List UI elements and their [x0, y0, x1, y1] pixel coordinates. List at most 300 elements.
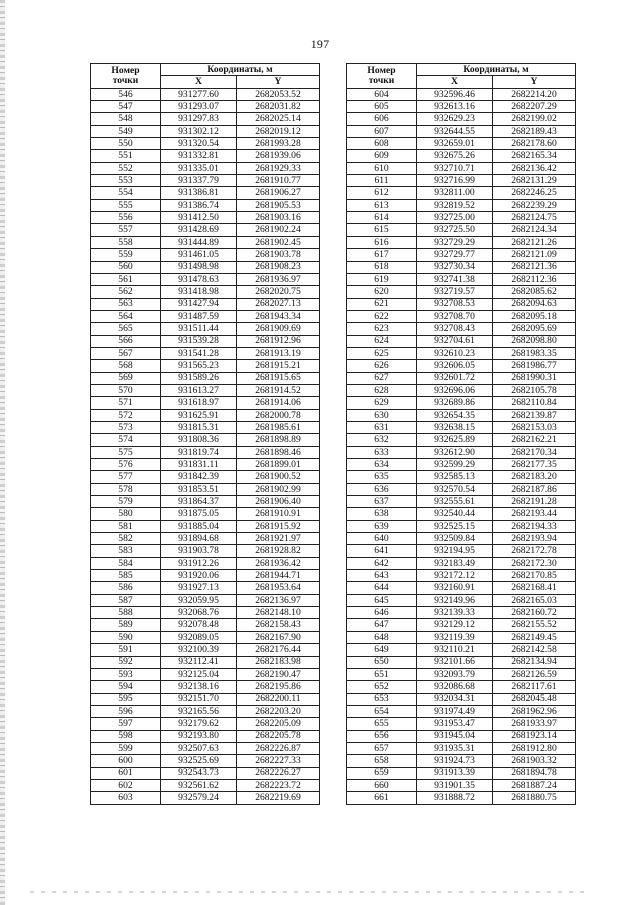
point-number-cell: 571 [91, 397, 161, 409]
point-number-cell: 653 [347, 693, 417, 705]
y-coordinate-cell: 2682226.27 [237, 767, 320, 779]
x-coordinate-cell: 931894.68 [161, 533, 237, 545]
y-coordinate-cell: 2682203.20 [237, 705, 320, 717]
point-number-cell: 619 [347, 273, 417, 285]
table-row [91, 286, 320, 298]
y-coordinate-cell: 2681936.42 [237, 557, 320, 569]
y-coordinate-cell: 2682160.72 [493, 607, 576, 619]
table-row [91, 681, 320, 693]
header-x: X [161, 76, 237, 88]
y-coordinate-cell: 2682112.36 [493, 273, 576, 285]
point-number-cell: 603 [91, 792, 161, 804]
point-number-cell: 611 [347, 175, 417, 187]
point-number-cell: 593 [91, 668, 161, 680]
table-row [347, 372, 576, 384]
x-coordinate-cell: 932708.70 [417, 310, 493, 322]
x-coordinate-cell: 932193.80 [161, 730, 237, 742]
y-coordinate-cell: 2682053.52 [237, 88, 320, 100]
x-coordinate-cell: 932172.12 [417, 570, 493, 582]
x-coordinate-cell: 931320.54 [161, 138, 237, 150]
y-coordinate-cell: 2682124.75 [493, 212, 576, 224]
table-row [347, 767, 576, 779]
y-coordinate-cell: 2681914.06 [237, 397, 320, 409]
table-row [347, 335, 576, 347]
x-coordinate-cell: 931953.47 [417, 718, 493, 730]
table-row [347, 779, 576, 791]
y-coordinate-cell: 2682239.29 [493, 199, 576, 211]
table-row [347, 668, 576, 680]
table-row [347, 150, 576, 162]
y-coordinate-cell: 2682165.34 [493, 150, 576, 162]
point-number-cell: 589 [91, 619, 161, 631]
point-number-cell: 651 [347, 668, 417, 680]
table-row [91, 520, 320, 532]
x-coordinate-cell: 932112.41 [161, 656, 237, 668]
x-coordinate-cell: 931427.94 [161, 298, 237, 310]
table-row [91, 557, 320, 569]
y-coordinate-cell: 2681915.21 [237, 360, 320, 372]
x-coordinate-cell: 932625.89 [417, 434, 493, 446]
x-coordinate-cell: 932119.39 [417, 631, 493, 643]
table-body-right [347, 88, 576, 804]
coordinates-table-left [90, 63, 320, 805]
point-number-cell: 639 [347, 520, 417, 532]
y-coordinate-cell: 2681923.14 [493, 730, 576, 742]
header-coordinates: Координаты, м [161, 64, 320, 76]
y-coordinate-cell: 2682165.03 [493, 594, 576, 606]
x-coordinate-cell: 932525.69 [161, 755, 237, 767]
table-row [91, 471, 320, 483]
table-row [91, 545, 320, 557]
x-coordinate-cell: 931297.83 [161, 113, 237, 125]
table-row [91, 644, 320, 656]
point-number-cell: 581 [91, 520, 161, 532]
x-coordinate-cell: 931819.74 [161, 446, 237, 458]
x-coordinate-cell: 932612.90 [417, 446, 493, 458]
header-point-line1: Номер [111, 64, 140, 76]
x-coordinate-cell: 931386.81 [161, 187, 237, 199]
point-number-cell: 549 [91, 125, 161, 137]
header-y: Y [237, 76, 320, 88]
x-coordinate-cell: 932138.16 [161, 681, 237, 693]
x-coordinate-cell: 932149.96 [417, 594, 493, 606]
y-coordinate-cell: 2682189.43 [493, 125, 576, 137]
y-coordinate-cell: 2681939.06 [237, 150, 320, 162]
header-point-line1: Номер [367, 64, 396, 76]
table-row [347, 310, 576, 322]
y-coordinate-cell: 2682226.87 [237, 742, 320, 754]
y-coordinate-cell: 2681902.45 [237, 236, 320, 248]
x-coordinate-cell: 932194.95 [417, 545, 493, 557]
point-number-cell: 554 [91, 187, 161, 199]
table-row [347, 755, 576, 767]
point-number-cell: 552 [91, 162, 161, 174]
point-number-cell: 596 [91, 705, 161, 717]
point-number-cell: 654 [347, 705, 417, 717]
y-coordinate-cell: 2682170.34 [493, 446, 576, 458]
table-row [347, 681, 576, 693]
point-number-cell: 553 [91, 175, 161, 187]
x-coordinate-cell: 931511.44 [161, 323, 237, 335]
point-number-cell: 572 [91, 409, 161, 421]
point-number-cell: 582 [91, 533, 161, 545]
x-coordinate-cell: 931418.98 [161, 286, 237, 298]
table-row [347, 101, 576, 113]
x-coordinate-cell: 932675.26 [417, 150, 493, 162]
table-row [91, 496, 320, 508]
point-number-cell: 555 [91, 199, 161, 211]
y-coordinate-cell: 2682183.98 [237, 656, 320, 668]
x-coordinate-cell: 931335.01 [161, 162, 237, 174]
x-coordinate-cell: 931428.69 [161, 224, 237, 236]
point-number-cell: 608 [347, 138, 417, 150]
x-coordinate-cell: 932719.57 [417, 286, 493, 298]
x-coordinate-cell: 931565.23 [161, 360, 237, 372]
y-coordinate-cell: 2682085.62 [493, 286, 576, 298]
point-number-cell: 556 [91, 212, 161, 224]
y-coordinate-cell: 2681903.32 [493, 755, 576, 767]
point-number-cell: 546 [91, 88, 161, 100]
x-coordinate-cell: 932729.77 [417, 249, 493, 261]
table-row [347, 496, 576, 508]
table-row [347, 508, 576, 520]
table-row [347, 384, 576, 396]
point-number-cell: 578 [91, 483, 161, 495]
header-point-line2: точки [112, 74, 139, 86]
table-row [347, 236, 576, 248]
table-row [347, 631, 576, 643]
x-coordinate-cell: 932811.00 [417, 187, 493, 199]
y-coordinate-cell: 2682191.28 [493, 496, 576, 508]
x-coordinate-cell: 931337.79 [161, 175, 237, 187]
x-coordinate-cell: 931302.12 [161, 125, 237, 137]
x-coordinate-cell: 932093.79 [417, 668, 493, 680]
y-coordinate-cell: 2682162.21 [493, 434, 576, 446]
point-number-cell: 643 [347, 570, 417, 582]
point-number-cell: 646 [347, 607, 417, 619]
y-coordinate-cell: 2681905.53 [237, 199, 320, 211]
y-coordinate-cell: 2682105.78 [493, 384, 576, 396]
y-coordinate-cell: 2682199.02 [493, 113, 576, 125]
y-coordinate-cell: 2681921.97 [237, 533, 320, 545]
y-coordinate-cell: 2682027.13 [237, 298, 320, 310]
point-number-cell: 588 [91, 607, 161, 619]
y-coordinate-cell: 2682168.41 [493, 582, 576, 594]
table-row [347, 298, 576, 310]
y-coordinate-cell: 2681894.78 [493, 767, 576, 779]
point-number-cell: 617 [347, 249, 417, 261]
page-number: 197 [310, 37, 330, 51]
x-coordinate-cell: 932644.55 [417, 125, 493, 137]
table-row [91, 162, 320, 174]
x-coordinate-cell: 931461.05 [161, 249, 237, 261]
x-coordinate-cell: 931444.89 [161, 236, 237, 248]
y-coordinate-cell: 2681908.23 [237, 261, 320, 273]
x-coordinate-cell: 931842.39 [161, 471, 237, 483]
y-coordinate-cell: 2682193.94 [493, 533, 576, 545]
y-coordinate-cell: 2682227.33 [237, 755, 320, 767]
table-row [347, 730, 576, 742]
y-coordinate-cell: 2682142.58 [493, 644, 576, 656]
y-coordinate-cell: 2682172.78 [493, 545, 576, 557]
point-number-cell: 661 [347, 792, 417, 804]
point-number-cell: 612 [347, 187, 417, 199]
table-row [347, 273, 576, 285]
x-coordinate-cell: 932708.53 [417, 298, 493, 310]
y-coordinate-cell: 2681944.71 [237, 570, 320, 582]
point-number-cell: 601 [91, 767, 161, 779]
x-coordinate-cell: 931625.91 [161, 409, 237, 421]
point-number-cell: 566 [91, 335, 161, 347]
y-coordinate-cell: 2681936.97 [237, 273, 320, 285]
table-row [91, 434, 320, 446]
point-number-cell: 590 [91, 631, 161, 643]
y-coordinate-cell: 2682098.80 [493, 335, 576, 347]
table-row [347, 718, 576, 730]
y-coordinate-cell: 2682094.63 [493, 298, 576, 310]
point-number-cell: 585 [91, 570, 161, 582]
point-number-cell: 652 [347, 681, 417, 693]
table-row [91, 656, 320, 668]
y-coordinate-cell: 2682131.29 [493, 175, 576, 187]
header-point-number [347, 64, 417, 89]
point-number-cell: 583 [91, 545, 161, 557]
x-coordinate-cell: 932151.70 [161, 693, 237, 705]
point-number-cell: 567 [91, 347, 161, 359]
table-row [347, 693, 576, 705]
point-number-cell: 576 [91, 459, 161, 471]
header-point-line2: точки [368, 74, 395, 86]
point-number-cell: 610 [347, 162, 417, 174]
point-number-cell: 604 [347, 88, 417, 100]
x-coordinate-cell: 932741.38 [417, 273, 493, 285]
table-row [347, 557, 576, 569]
y-coordinate-cell: 2681902.99 [237, 483, 320, 495]
table-row [91, 459, 320, 471]
y-coordinate-cell: 2682155.52 [493, 619, 576, 631]
point-number-cell: 592 [91, 656, 161, 668]
table-row [347, 125, 576, 137]
table-row [347, 570, 576, 582]
table-row [347, 261, 576, 273]
x-coordinate-cell: 931412.50 [161, 212, 237, 224]
point-number-cell: 607 [347, 125, 417, 137]
point-number-cell: 558 [91, 236, 161, 248]
y-coordinate-cell: 2682178.60 [493, 138, 576, 150]
table-row [91, 249, 320, 261]
table-row [91, 88, 320, 100]
point-number-cell: 584 [91, 557, 161, 569]
x-coordinate-cell: 932100.39 [161, 644, 237, 656]
table-row [347, 582, 576, 594]
scan-edge-artifact [0, 0, 5, 905]
table-row [91, 138, 320, 150]
x-coordinate-cell: 932819.52 [417, 199, 493, 211]
table-row [91, 273, 320, 285]
point-number-cell: 638 [347, 508, 417, 520]
table-row [91, 705, 320, 717]
x-coordinate-cell: 932509.84 [417, 533, 493, 545]
table-row [91, 397, 320, 409]
y-coordinate-cell: 2682121.26 [493, 236, 576, 248]
x-coordinate-cell: 931815.31 [161, 421, 237, 433]
table-row [347, 113, 576, 125]
x-coordinate-cell: 932525.15 [417, 520, 493, 532]
point-number-cell: 580 [91, 508, 161, 520]
point-number-cell: 660 [347, 779, 417, 791]
point-number-cell: 632 [347, 434, 417, 446]
point-number-cell: 550 [91, 138, 161, 150]
point-number-cell: 602 [91, 779, 161, 791]
table-row [347, 533, 576, 545]
x-coordinate-cell: 931920.06 [161, 570, 237, 582]
x-coordinate-cell: 932613.16 [417, 101, 493, 113]
x-coordinate-cell: 931589.26 [161, 372, 237, 384]
x-coordinate-cell: 931498.98 [161, 261, 237, 273]
y-coordinate-cell: 2681983.35 [493, 347, 576, 359]
y-coordinate-cell: 2681953.64 [237, 582, 320, 594]
scan-bottom-artifact [30, 891, 590, 893]
x-coordinate-cell: 932570.54 [417, 483, 493, 495]
x-coordinate-cell: 932086.68 [417, 681, 493, 693]
table-row [347, 249, 576, 261]
point-number-cell: 597 [91, 718, 161, 730]
y-coordinate-cell: 2682193.44 [493, 508, 576, 520]
y-coordinate-cell: 2682176.44 [237, 644, 320, 656]
point-number-cell: 648 [347, 631, 417, 643]
point-number-cell: 613 [347, 199, 417, 211]
y-coordinate-cell: 2682172.30 [493, 557, 576, 569]
x-coordinate-cell: 931293.07 [161, 101, 237, 113]
y-coordinate-cell: 2682200.11 [237, 693, 320, 705]
y-coordinate-cell: 2682031.82 [237, 101, 320, 113]
table-row [91, 224, 320, 236]
x-coordinate-cell: 931831.11 [161, 459, 237, 471]
table-row [91, 187, 320, 199]
point-number-cell: 620 [347, 286, 417, 298]
table-row [91, 607, 320, 619]
y-coordinate-cell: 2682020.75 [237, 286, 320, 298]
x-coordinate-cell: 931974.49 [417, 705, 493, 717]
table-row [347, 187, 576, 199]
x-coordinate-cell: 932129.12 [417, 619, 493, 631]
x-coordinate-cell: 931478.63 [161, 273, 237, 285]
table-row [347, 409, 576, 421]
table-row [91, 421, 320, 433]
table-row [347, 347, 576, 359]
table-row [347, 323, 576, 335]
y-coordinate-cell: 2682153.03 [493, 421, 576, 433]
x-coordinate-cell: 932689.86 [417, 397, 493, 409]
table-row [91, 792, 320, 804]
table-row [91, 631, 320, 643]
y-coordinate-cell: 2682219.69 [237, 792, 320, 804]
x-coordinate-cell: 931487.59 [161, 310, 237, 322]
x-coordinate-cell: 932629.23 [417, 113, 493, 125]
table-row [347, 459, 576, 471]
table-row [91, 767, 320, 779]
x-coordinate-cell: 932704.61 [417, 335, 493, 347]
point-number-cell: 591 [91, 644, 161, 656]
x-coordinate-cell: 932179.62 [161, 718, 237, 730]
point-number-cell: 616 [347, 236, 417, 248]
point-number-cell: 626 [347, 360, 417, 372]
point-number-cell: 642 [347, 557, 417, 569]
x-coordinate-cell: 932059.95 [161, 594, 237, 606]
table-row [347, 594, 576, 606]
y-coordinate-cell: 2682126.59 [493, 668, 576, 680]
point-number-cell: 614 [347, 212, 417, 224]
x-coordinate-cell: 932561.62 [161, 779, 237, 791]
point-number-cell: 598 [91, 730, 161, 742]
point-number-cell: 605 [347, 101, 417, 113]
y-coordinate-cell: 2682177.35 [493, 459, 576, 471]
x-coordinate-cell: 932034.31 [417, 693, 493, 705]
x-coordinate-cell: 931332.81 [161, 150, 237, 162]
header-x: X [417, 76, 493, 88]
y-coordinate-cell: 2681898.89 [237, 434, 320, 446]
x-coordinate-cell: 932579.24 [161, 792, 237, 804]
table-row [91, 594, 320, 606]
table-row [347, 212, 576, 224]
x-coordinate-cell: 932696.06 [417, 384, 493, 396]
x-coordinate-cell: 932729.29 [417, 236, 493, 248]
point-number-cell: 586 [91, 582, 161, 594]
table-row [91, 261, 320, 273]
point-number-cell: 636 [347, 483, 417, 495]
coordinates-table-right [346, 63, 576, 805]
table-row [91, 360, 320, 372]
y-coordinate-cell: 2682170.85 [493, 570, 576, 582]
point-number-cell: 569 [91, 372, 161, 384]
header-coordinates: Координаты, м [417, 64, 576, 76]
table-row [91, 570, 320, 582]
y-coordinate-cell: 2682045.48 [493, 693, 576, 705]
x-coordinate-cell: 932110.21 [417, 644, 493, 656]
y-coordinate-cell: 2681912.80 [493, 742, 576, 754]
y-coordinate-cell: 2682167.90 [237, 631, 320, 643]
x-coordinate-cell: 932160.91 [417, 582, 493, 594]
table-row [91, 335, 320, 347]
point-number-cell: 577 [91, 471, 161, 483]
x-coordinate-cell: 931875.05 [161, 508, 237, 520]
table-row [91, 779, 320, 791]
point-number-cell: 595 [91, 693, 161, 705]
x-coordinate-cell: 932725.00 [417, 212, 493, 224]
y-coordinate-cell: 2682095.69 [493, 323, 576, 335]
x-coordinate-cell: 931924.73 [417, 755, 493, 767]
x-coordinate-cell: 931541.28 [161, 347, 237, 359]
x-coordinate-cell: 931277.60 [161, 88, 237, 100]
table-row [347, 434, 576, 446]
y-coordinate-cell: 2682121.36 [493, 261, 576, 273]
point-number-cell: 561 [91, 273, 161, 285]
x-coordinate-cell: 932101.66 [417, 656, 493, 668]
point-number-cell: 647 [347, 619, 417, 631]
point-number-cell: 621 [347, 298, 417, 310]
x-coordinate-cell: 931913.39 [417, 767, 493, 779]
x-coordinate-cell: 931853.51 [161, 483, 237, 495]
table-row [347, 705, 576, 717]
table-row [91, 693, 320, 705]
table-row [91, 582, 320, 594]
point-number-cell: 634 [347, 459, 417, 471]
table-row [91, 125, 320, 137]
table-row [347, 471, 576, 483]
point-number-cell: 570 [91, 384, 161, 396]
x-coordinate-cell: 932139.33 [417, 607, 493, 619]
x-coordinate-cell: 931613.27 [161, 384, 237, 396]
